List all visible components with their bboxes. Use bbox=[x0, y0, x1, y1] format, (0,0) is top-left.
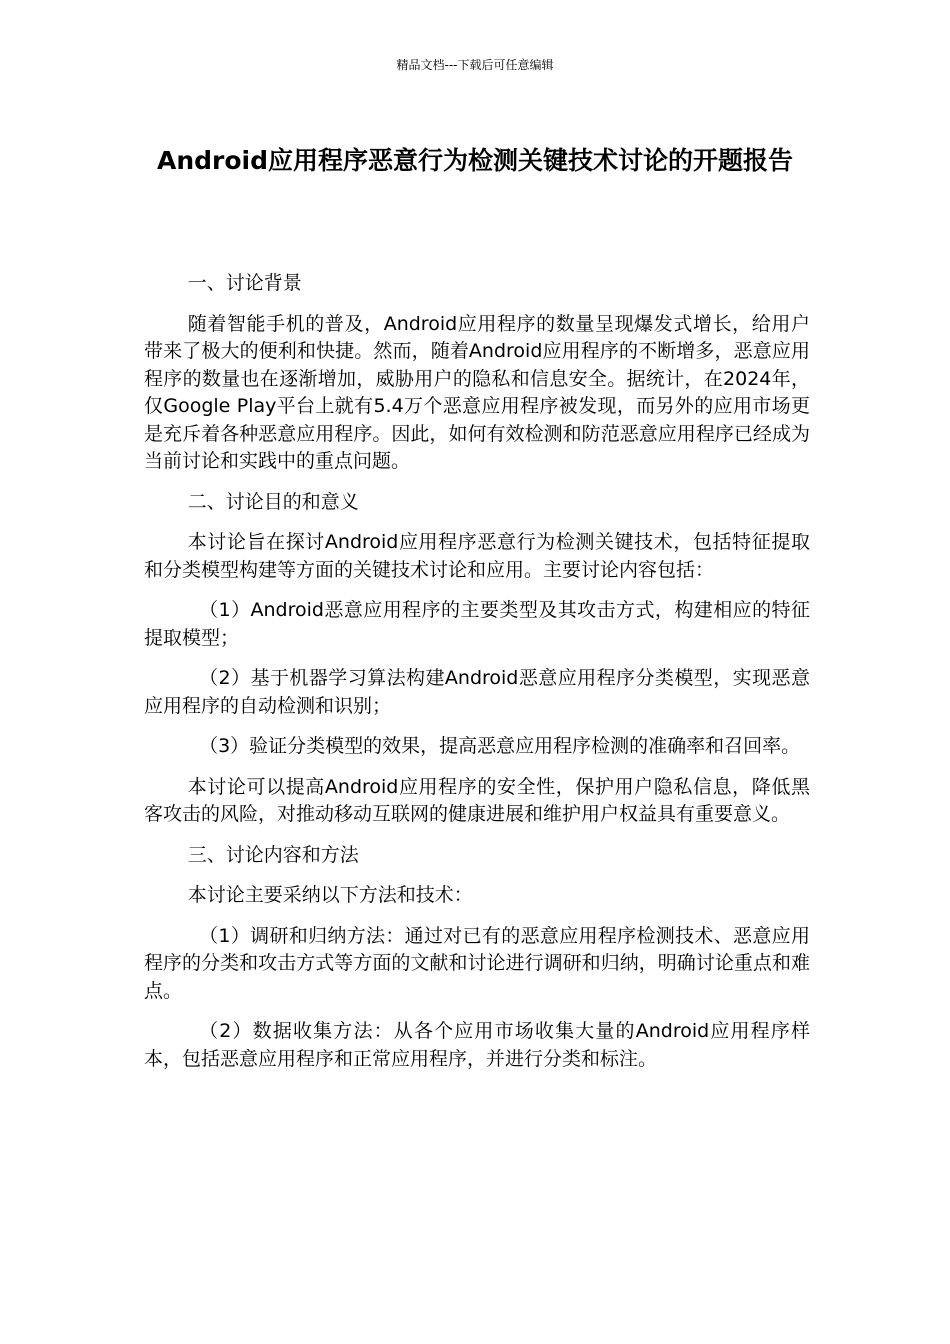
page-header-note: 精品文档---下载后可任意编辑 bbox=[396, 58, 554, 72]
methods-list-item: （2）数据收集方法：从各个应用市场收集大量的Android应用程序样本，包括恶意应用程序和正常应用程序，并进行分类和标注。 bbox=[144, 1020, 810, 1070]
background-paragraph: 随着智能手机的普及，Android应用程序的数量呈现爆发式增长，给用户带来了极大的便利和快捷。然而，随着Android应用程序的不断增多，恶意应用程序的数量也在逐渐增加，威胁用户的隐私和信息安全。据统计，在2024年，仅Google Play平台上就有5.4万个恶意应用程序被发现，而另外的应用市场更是充斥着各种恶意应用程序。因此，如何有效检测和防范恶意应用程序已经成为当前讨论和实践中的重点问题。 bbox=[144, 312, 810, 472]
purpose-closing-paragraph: 本讨论可以提高Android应用程序的安全性，保护用户隐私信息，降低黑客攻击的风险，对推动移动互联网的健康进展和维护用户权益具有重要意义。 bbox=[144, 775, 810, 825]
methods-intro-paragraph: 本讨论主要采纳以下方法和技术： bbox=[187, 884, 473, 906]
methods-list-item: （1）调研和归纳方法：通过对已有的恶意应用程序检测技术、恶意应用程序的分类和攻击方式等方面的文献和讨论进行调研和归纳，明确讨论重点和难点。 bbox=[144, 924, 810, 1002]
purpose-intro-paragraph: 本讨论旨在探讨Android应用程序恶意行为检测关键技术，包括特征提取和分类模型构建等方面的关键技术讨论和应用。主要讨论内容包括： bbox=[144, 531, 810, 581]
section-heading-purpose: 二、讨论目的和意义 bbox=[187, 490, 359, 513]
purpose-list-item: （2）基于机器学习算法构建Android恶意应用程序分类模型，实现恶意应用程序的自动检测和识别； bbox=[144, 667, 810, 717]
purpose-list-item: （1）Android恶意应用程序的主要类型及其攻击方式，构建相应的特征提取模型； bbox=[144, 599, 810, 649]
section-heading-background: 一、讨论背景 bbox=[187, 272, 302, 294]
section-heading-methods: 三、讨论内容和方法 bbox=[187, 843, 359, 866]
document-title: Android应用程序恶意行为检测关键技术讨论的开题报告 bbox=[156, 146, 793, 175]
document-body bbox=[144, 270, 810, 1086]
purpose-list-item: （3）验证分类模型的效果，提高恶意应用程序检测的准确率和召回率。 bbox=[199, 735, 801, 757]
